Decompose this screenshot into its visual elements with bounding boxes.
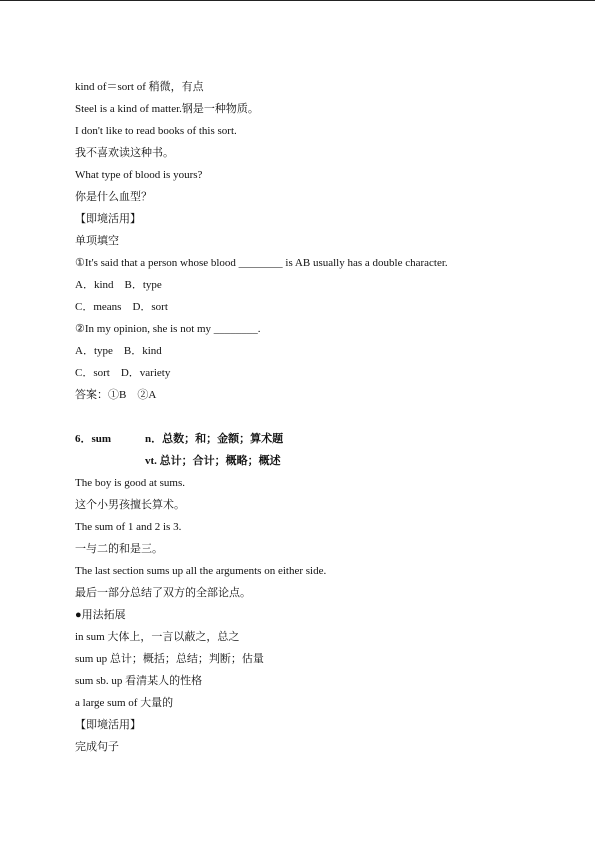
text-line: The last section sums up all the arguments on either side. [75,565,327,577]
usage-item: sum up 总计；概括；总结；判断；估量 [75,653,264,665]
options-line: C．means D．sort [75,301,168,313]
exercise-heading: 【即境活用】 [75,719,141,731]
text-line: The boy is good at sums. [75,477,185,489]
entry-definition-verb: vt. 总计；合计；概略；概述 [145,455,281,467]
text-line: Steel is a kind of matter.钢是一种物质。 [75,103,259,115]
question-1: ①It's said that a person whose blood ________ is AB usually has a double character. [75,257,448,269]
text-line: I don't like to read books of this sort. [75,125,237,137]
section-sum [75,428,555,758]
answer-line: 答案：①B ②A [75,389,157,401]
text-line: kind of＝sort of 稍微，有点 [75,81,204,93]
text-line: 我不喜欢读这种书。 [75,147,174,159]
usage-item: a large sum of 大量的 [75,697,174,709]
text-line: What type of blood is yours? [75,169,203,181]
top-rule [0,0,595,1]
question-2: ②In my opinion, she is not my ________. [75,323,261,335]
text-line: 最后一部分总结了双方的全部论点。 [75,587,251,599]
options-line: C．sort D．variety [75,367,171,379]
text-line: 这个小男孩擅长算术。 [75,499,185,511]
document-page [75,76,555,758]
section-kind-of [75,76,555,406]
exercise-type: 完成句子 [75,741,119,753]
exercise-type: 单项填空 [75,235,119,247]
entry-definition-noun: n．总数；和；金额；算术题 [145,433,284,445]
options-line: A．kind B．type [75,279,162,291]
exercise-heading: 【即境活用】 [75,213,141,225]
usage-heading: ●用法拓展 [75,609,126,621]
text-line: 你是什么血型？ [75,191,152,203]
entry-number: 6．sum [75,433,112,445]
usage-item: in sum 大体上，一言以蔽之，总之 [75,631,240,643]
usage-item: sum sb. up 看清某人的性格 [75,675,203,687]
text-line: The sum of 1 and 2 is 3. [75,521,182,533]
options-line: A．type B．kind [75,345,162,357]
spacer [75,406,555,428]
text-line: 一与二的和是三。 [75,543,163,555]
entry-heading [75,428,555,450]
